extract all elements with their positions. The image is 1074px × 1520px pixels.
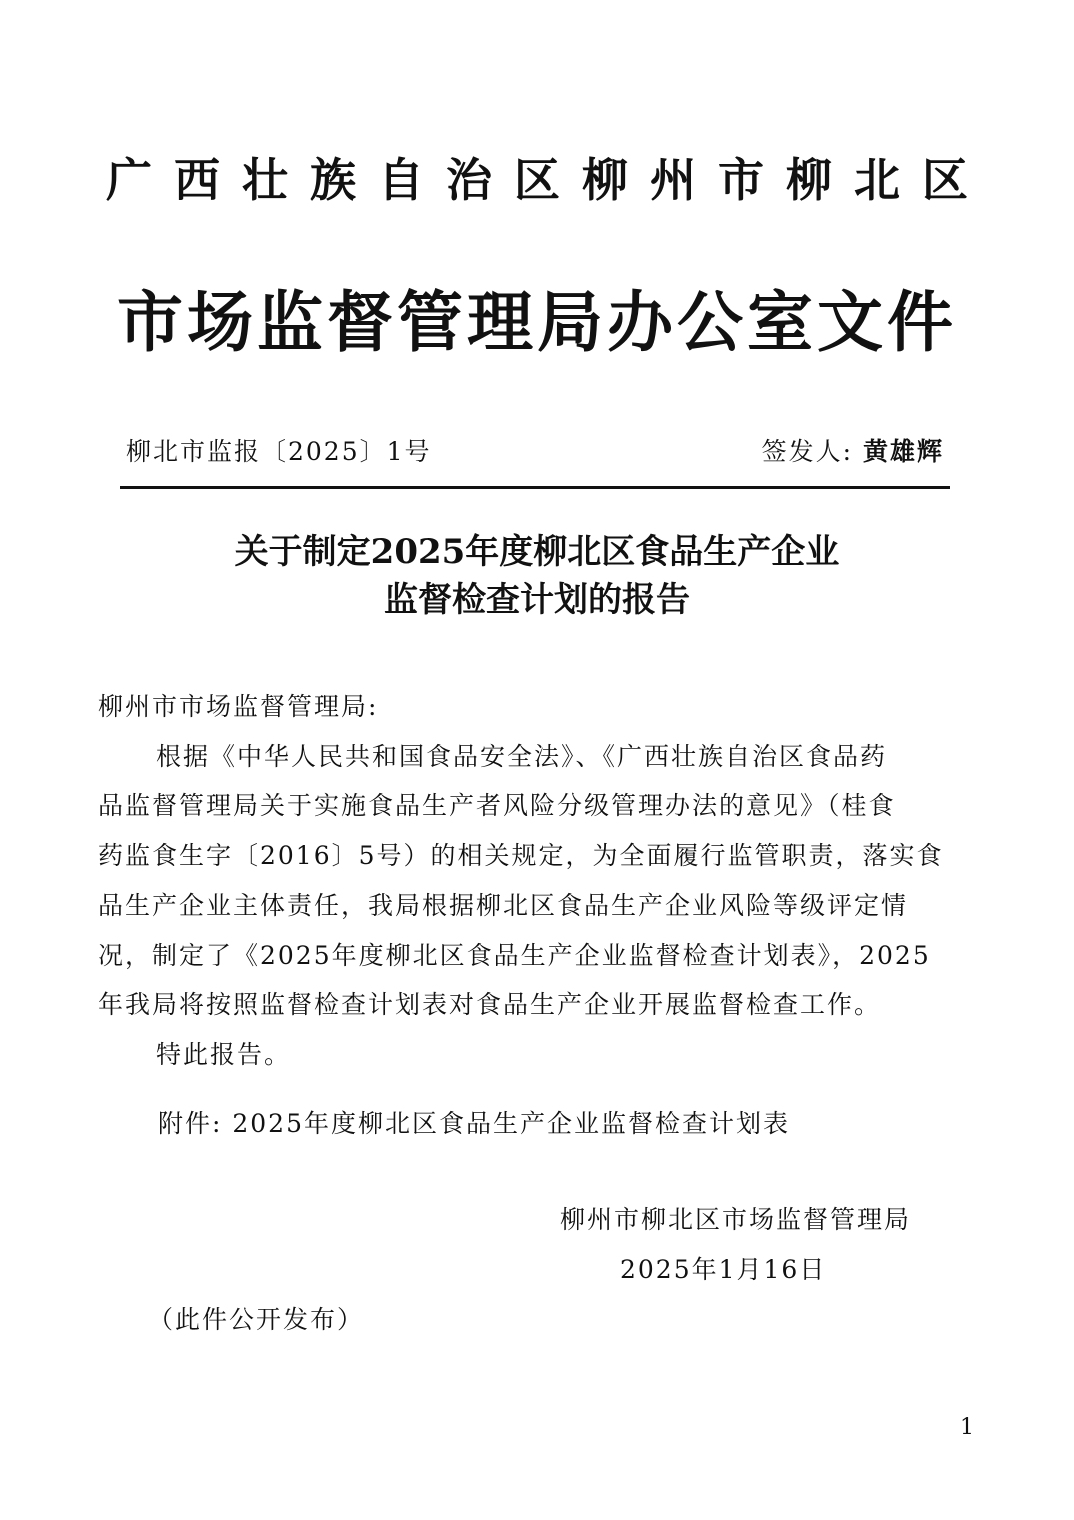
report-title-line2: 监督检查计划的报告 — [384, 580, 690, 620]
signing-date: 2025年1月16日 — [620, 1255, 827, 1284]
page-number: 1 — [960, 1415, 974, 1440]
paragraph-line: 年我局将按照监督检查计划表对食品生产企业开展监督检查工作。 — [98, 990, 882, 1020]
signer — [762, 432, 944, 472]
report-body — [98, 682, 974, 1080]
closing-remark: 特此报告。 — [156, 1039, 292, 1069]
paragraph-line: 品生产企业主体责任，我局根据柳北区食品生产企业风险等级评定情 — [98, 890, 909, 920]
report-title-line1: 关于制定2025年度柳北区食品生产企业 — [234, 532, 840, 572]
signing-organization: 柳州市柳北区市场监督管理局 — [560, 1205, 912, 1234]
main-paragraph — [98, 732, 974, 1030]
paragraph-line: 根据《中华人民共和国食品安全法》、《广西壮族自治区食品药 — [156, 741, 888, 771]
report-title — [0, 528, 1074, 624]
attachment-note: 附件: 2025年度柳北区食品生产企业监督检查计划表 — [158, 1109, 790, 1138]
document-number: 柳北市监报〔2025〕1号 — [126, 437, 432, 466]
recipient: 柳州市市场监督管理局: — [98, 692, 379, 721]
issuer-name-line1: 广西壮族自治区柳州市柳北区 — [106, 153, 990, 207]
header-divider-line — [120, 486, 950, 489]
issuer-name-line2: 市场监督管理局办公室文件 — [117, 283, 957, 361]
disclosure-note: （此件公开发布） — [148, 1305, 365, 1334]
paragraph-line: 品监督管理局关于实施食品生产者风险分级管理办法的意见》（桂食 — [98, 791, 896, 821]
signer-name: 黄雄辉 — [862, 437, 944, 466]
signer-label: 签发人: — [761, 437, 854, 466]
paragraph-line: 药监食生字〔2016〕5号）的相关规定，为全面履行监管职责，落实食 — [98, 841, 944, 871]
document-meta-row — [126, 432, 944, 472]
paragraph-line: 况，制定了《2025年度柳北区食品生产企业监督检查计划表》，2025 — [98, 940, 931, 970]
